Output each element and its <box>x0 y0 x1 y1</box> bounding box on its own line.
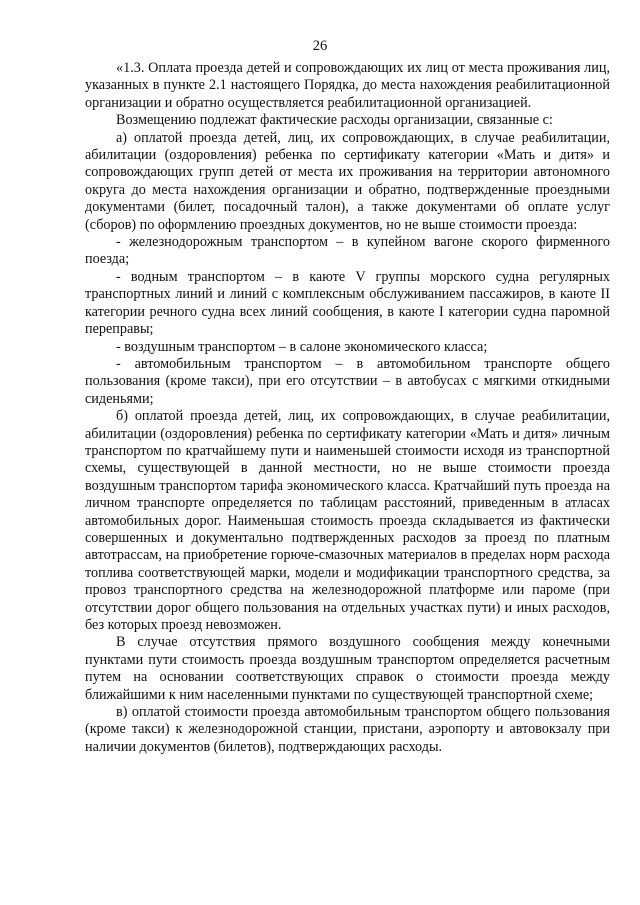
page-number: 26 <box>312 38 328 54</box>
paragraph-item-a: а) оплатой проезда детей, лиц, их сопровождающих, в случае реабилитации, абилитации (оздоровления) ребенка по сертификату категории «Мать и дитя» и сопровождающих групп детей от места их проживания на территории автономного округа до места нахождения организации и обратно, подтвержденные проездными документами (билет, посадочный талон), а также документами об оплате услуг (сборов) по оформлению проездных документов, но не выше стоимости проезда: <box>85 129 610 233</box>
paragraph-reimbursement-lead: Возмещению подлежат фактические расходы организации, связанные с: <box>116 112 553 129</box>
document-body <box>85 60 610 756</box>
paragraph-1-3-intro: «1.3. Оплата проезда детей и сопровождающих их лиц от места проживания лиц, указанных в пункте 2.1 настоящего Порядка, до места нахождения реабилитационной организации и обратно осуществляется реабилитационной организацией. <box>85 60 610 111</box>
paragraph-air-transport: - воздушным транспортом – в салоне экономического класса; <box>116 338 488 355</box>
paragraph-no-direct-flight: В случае отсутствия прямого воздушного сообщения между конечными пунктами пути стоимость проезда воздушным транспортом определяется расчетным путем на основании соответствующих справок о стоимости проезда между ближайшими к ним населенными пунктами по существующей транспортной схеме; <box>85 634 610 703</box>
paragraph-water-transport: - водным транспортом – в каюте V группы морского судна регулярных транспортных линий и линий с комплексным обслуживанием пассажиров, в каюте II категории речного судна всех линий сообщения, в каюте I категории судна паромной переправы; <box>85 268 610 338</box>
paragraph-item-b: б) оплатой проезда детей, лиц, их сопровождающих, в случае реабилитации, абилитации (оздоровления) ребенка по сертификату категории «Мать и дитя» личным транспортом по кратчайшему пути и наименьшей стоимости исходя из транспортной схемы, существующей в данной местности, но не выше стоимости проезда воздушным транспортом тарифа экономического класса. Кратчайший путь проезда на личном транспорте определяется по таблицам расстояний, приведенным в атласах автомобильных дорог. Наименьшая стоимость проезда складывается из фактически совершенных и документально подтвержденных расходов за проезд по платным автотрассам, на приобретение горюче-смазочных материалов в пределах норм расхода топлива соответствующей марки, модели и модификации транспортного средства, за провоз транспортного средства на железнодорожной платформе или пароме (при отсутствии дорог общего пользования на отдельных участках пути) и иных расходов, без которых проезд невозможен. <box>85 408 610 633</box>
paragraph-rail-transport: - железнодорожным транспортом – в купейном вагоне скорого фирменного поезда; <box>85 234 610 268</box>
paragraph-road-transport: - автомобильным транспортом – в автомобильном транспорте общего пользования (кроме такси), при его отсутствии – в автобусах с мягкими откидными сиденьями; <box>85 355 610 407</box>
paragraph-item-v: в) оплатой стоимости проезда автомобильным транспортом общего пользования (кроме такси) к железнодорожной станции, пристани, аэропорту и автовокзалу при наличии документов (билетов), подтверждающих расходы. <box>85 704 610 755</box>
